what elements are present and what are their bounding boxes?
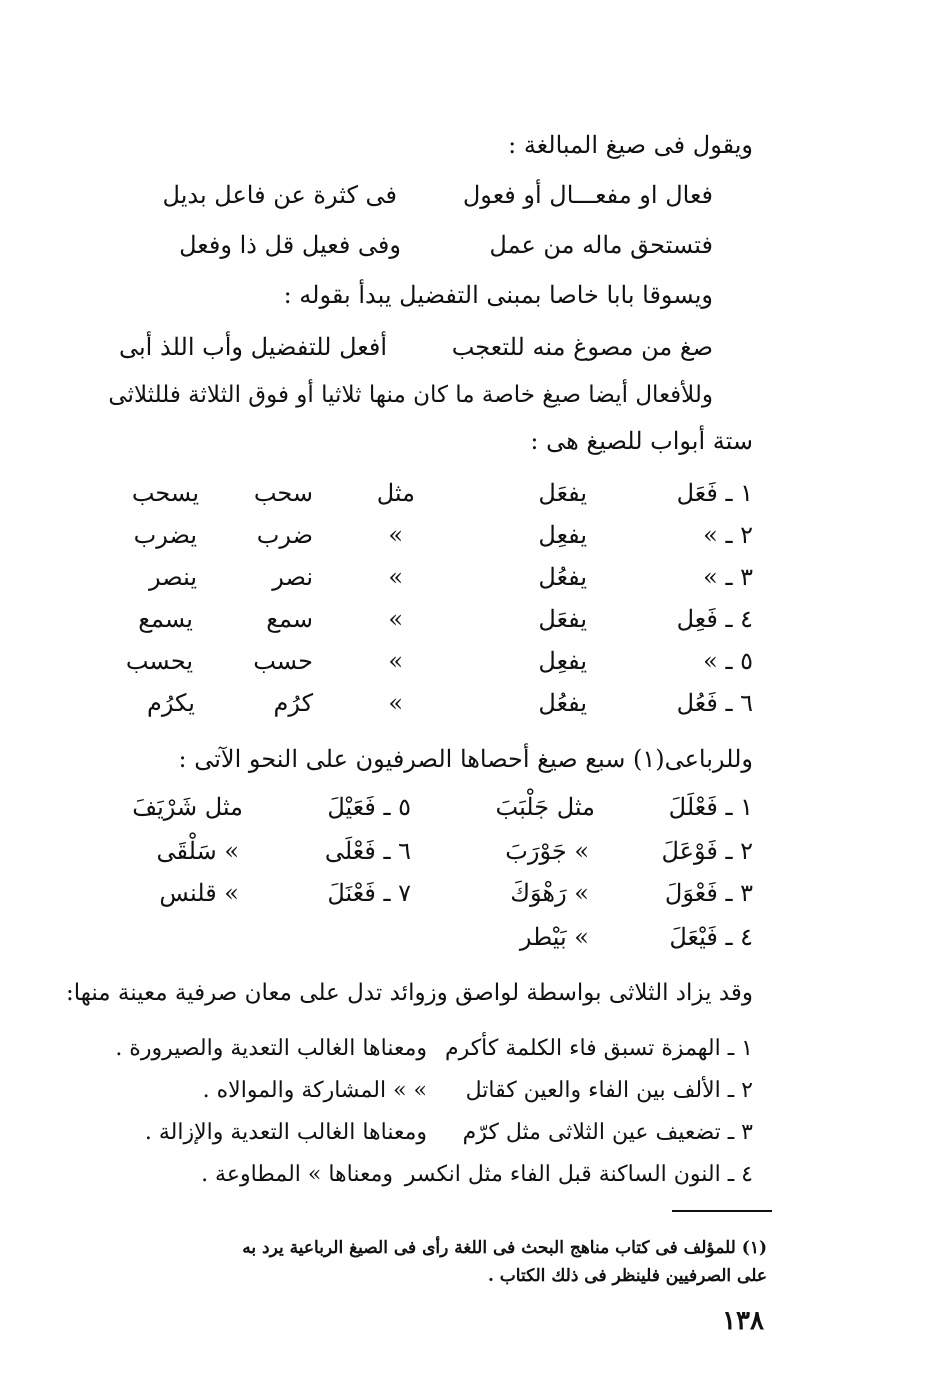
past-example-cell: حسب [253,647,313,675]
pattern-cell: ٥ ـ » [703,647,753,675]
pattern-cell: ٣ ـ » [703,563,753,591]
verse-1-hemistich-a: فعال او مفعـــال أو فعول [462,181,713,209]
footnote-divider [672,1210,772,1212]
pattern-cell: ٧ ـ فَعْنَلَ [327,879,411,907]
present-example-cell: ينصر [149,563,197,591]
example-cell: » قلنس [159,879,239,907]
verse-3-hemistich-b: أفعل للتفضيل وأب اللذ أبى [118,333,387,361]
paragraph-2: وللرباعى(١) سبع صيغ أحصاها الصرفيون على النحو الآتى : [178,745,753,773]
pattern-cell: ١ ـ فَعْلَلَ [668,793,753,821]
present-example-cell: يضرب [133,521,197,549]
past-example-cell: سحب [253,479,313,507]
example-marker-cell: » [388,647,403,675]
past-example-cell: ضرب [256,521,313,549]
example-cell: مثل جَلْبَبَ [495,793,595,821]
paragraph-3: وقد يزاد الثلاثى بواسطة لواصق وزوائد تدل على معان صرفية معينة منها: [65,980,753,1006]
intro-line-2: ويسوقا بابا خاصا بمبنى التفضيل يبدأ بقوله : [283,281,713,309]
example-cell: مثل شَرْيَفَ [132,793,243,821]
example-marker-cell: » [388,689,403,717]
verse-3-hemistich-a: صغ من مصوغ منه للتعجب [451,333,713,361]
intro-line: ويقول فى صيغ المبالغة : [508,131,753,159]
past-example-cell: كرُم [273,689,313,717]
imperfect-cell: يفعِل [538,647,587,675]
pattern-cell: ٤ ـ فَيْعَلَ [669,923,753,951]
present-example-cell: يحسب [125,647,193,675]
affix-description: ١ ـ الهمزة تسبق فاء الكلمة كأكرم [444,1036,753,1061]
paragraph-1-line-2: ستة أبواب للصيغ هى : [530,427,753,455]
imperfect-cell: يفعِل [538,521,587,549]
verse-1-hemistich-b: فى كثرة عن فاعل بديل [162,181,397,209]
affix-meaning: ومعناها الغالب التعدية والإزالة . [144,1120,427,1145]
present-example-cell: يسمع [138,605,193,633]
imperfect-cell: يفعَل [538,605,587,633]
affix-meaning: ومعناها » المطاوعة . [201,1162,393,1187]
past-example-cell: نصر [272,563,313,591]
example-cell: » جَوْرَبَ [505,837,589,865]
pattern-cell: ٤ ـ فَعِل [676,605,753,633]
page-number: ١٣٨ [722,1306,764,1336]
paragraph-1-line-1: وللأفعال أيضا صيغ خاصة ما كان منها ثلاثيا أو فوق الثلاثة فللثلاثى [108,382,713,408]
pattern-cell: ١ ـ فَعَل [676,479,753,507]
affix-meaning: ومعناها الغالب التعدية والصيرورة . [115,1036,427,1061]
example-cell: » سَلْقَى [156,837,239,865]
affix-description: ٢ ـ الألف بين الفاء والعين كقاتل [465,1078,753,1103]
past-example-cell: سمع [266,605,313,633]
imperfect-cell: يفعُل [538,563,587,591]
pattern-cell: ٦ ـ فَعُل [676,689,753,717]
pattern-cell: ٣ ـ فَعْوَلَ [664,879,753,907]
verse-2-hemistich-b: وفى فعيل قل ذا وفعل [179,231,401,259]
imperfect-cell: يفعَل [538,479,587,507]
example-marker-cell: » [388,563,403,591]
affix-description: ٣ ـ تضعيف عين الثلاثى مثل كرّم [462,1120,753,1145]
verse-2-hemistich-a: فتستحق ماله من عمل [489,231,713,259]
example-marker-cell: مثل [376,479,415,507]
pattern-cell: ٢ ـ فَوْعَلَ [661,837,753,865]
footnote-line-2: على الصرفيين فلينظر فى ذلك الكتاب . [487,1266,767,1286]
example-marker-cell: » [388,605,403,633]
affix-description: ٤ ـ النون الساكنة قبل الفاء مثل انكسر [404,1162,753,1187]
pattern-cell: ٥ ـ فَعَيْلَ [327,793,411,821]
example-cell: » بَيْطر [519,923,589,951]
pattern-cell: ٢ ـ » [703,521,753,549]
present-example-cell: يكرُم [146,689,195,717]
imperfect-cell: يفعُل [538,689,587,717]
example-cell: » رَهْوَكَ [510,879,589,907]
example-marker-cell: » [388,521,403,549]
affix-meaning: » » المشاركة والموالاه . [202,1078,427,1103]
footnote-line-1: (١) للمؤلف فى كتاب مناهج البحث فى اللغة رأى فى الصيغ الرباعية يرد به [242,1238,767,1258]
present-example-cell: يسحب [131,479,199,507]
pattern-cell: ٦ ـ فَعْلَى [324,837,411,865]
